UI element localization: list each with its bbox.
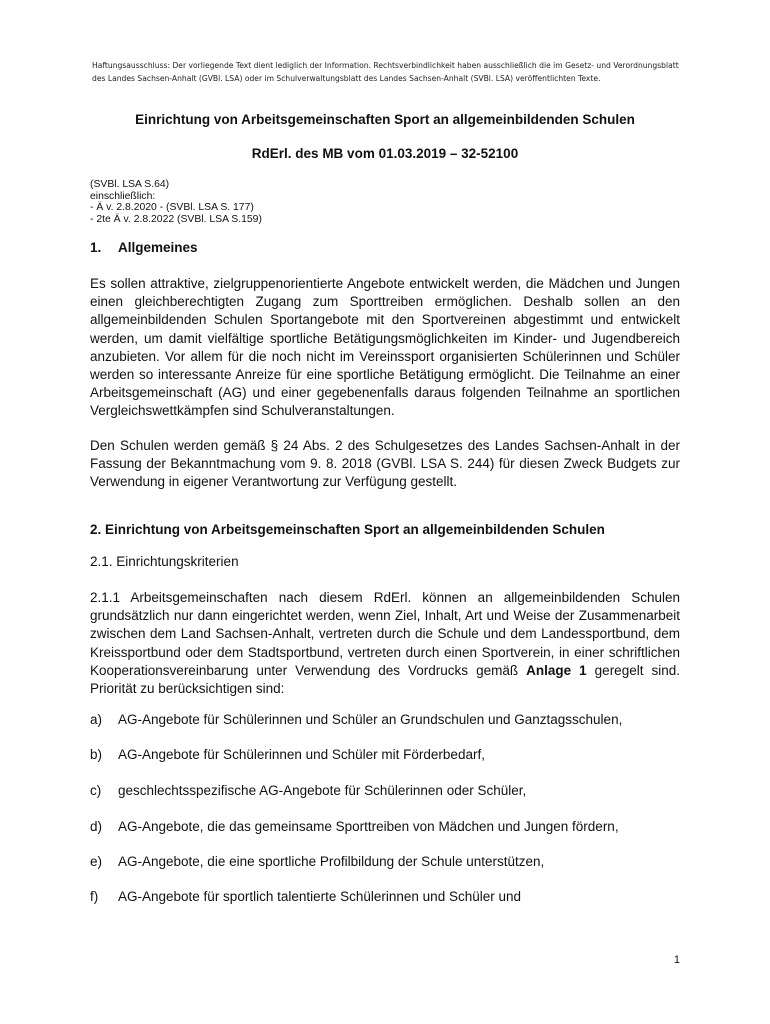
section-1-paragraph-1: Es sollen attraktive, zielgruppenorientierte Angebote entwickelt werden, die Mädchen und Jungen einen gleichberechtigten Zugang zum Sporttreiben ermöglichen. Deshalb sollen an den allgemeinbildenden Schulen Sportangebote mit den Sportvereinen abgestimmt und entwickelt werden, um damit vielfältige sportliche Betätigungsmöglichkeiten im Kinder- und Jugendbereich anzubieten. Vor allem für die noch nicht im Vereinssport organisierten Schülerinnen und Schüler werden so interessante Anreize für eine sportliche Betätigung ermöglicht. Die Teilnahme an einer Arbeitsgemeinschaft (AG) und einer gegebenenfalls daraus folgenden Teilnahme an sportlichen Vergleichswettkämpfen sind Schulveranstaltungen.: [90, 276, 680, 419]
subsection-2-1-heading: 2.1. Einrichtungskriterien: [90, 554, 239, 569]
page-number: 1: [673, 954, 680, 966]
paragraph-text: 2.1.1 Arbeitsgemeinschaften nach diesem RdErl. können an allgemeinbildenden Schulen grundsätzlich nur dann eingerichtet werden, wenn Ziel, Inhalt, Art und Weise der Zusammenarbeit zwischen dem Land Sachsen-Anhalt, vertreten durch die Schule und dem Landessportbund, dem Kreissportbund oder dem Stadtsportbund, vertreten durch einen Sportverein, in einer schriftlichen Kooperationsvereinbarung unter Verwendung des Vordrucks gemäß: [90, 590, 680, 678]
source-line-1: (SVBl. LSA S.64): [90, 179, 170, 190]
list-item-text: AG-Angebote für Schülerinnen und Schüler an Grundschulen und Ganztagsschulen,: [118, 712, 623, 727]
list-item-label: a): [90, 712, 103, 727]
document-subtitle: RdErl. des MB vom 01.03.2019 – 32-52100: [251, 146, 519, 161]
document-title: Einrichtung von Arbeitsgemeinschaften Sport an allgemeinbildenden Schulen: [135, 112, 635, 127]
list-item-label: d): [90, 819, 103, 834]
list-item-text: geschlechtsspezifische AG-Angebote für Schülerinnen oder Schüler,: [118, 783, 527, 798]
list-item-label: e): [90, 854, 103, 869]
section-1-paragraph-2: Den Schulen werden gemäß § 24 Abs. 2 des Schulgesetzes des Landes Sachsen-Anhalt in der Fassung der Bekanntmachung vom 9. 8. 2018 (GVBl. LSA S. 244) für diesen Zweck Budgets zur Verwendung in eigener Verantwortung zur Verfügung gestellt.: [90, 438, 680, 490]
section-1-heading: [90, 240, 198, 255]
source-line-3: - Ä v. 2.8.2020 - (SVBl. LSA S. 177): [90, 202, 254, 213]
source-line-4: - 2te Ä v. 2.8.2022 (SVBl. LSA S.159): [90, 213, 262, 225]
list-item: [90, 747, 690, 762]
paragraph-text-end: geregelt sind. Priorität zu berücksichtigen sind:: [90, 662, 680, 697]
section-2-heading: 2. Einrichtung von Arbeitsgemeinschaften Sport an allgemeinbildenden Schulen: [90, 522, 605, 537]
list-item: [90, 819, 690, 834]
section-1-title: Allgemeines: [118, 240, 198, 255]
list-item-text: AG-Angebote, die eine sportliche Profilbildung der Schule unterstützen,: [118, 854, 545, 869]
section-2-1-1-paragraph: [90, 589, 680, 698]
list-item-text: AG-Angebote für Schülerinnen und Schüler mit Förderbedarf,: [118, 747, 485, 762]
disclaimer-text: Haftungsausschluss: Der vorliegende Text dient lediglich der Information. Rechtsverbindlichkeit haben ausschließlich die im Gesetz- und Verordnungsblatt des Landes Sachsen-Anhalt (GVBl. LSA) oder im Schulverwaltungsblatt des Landes Sachsen-Anhalt (SVBl. LSA) veröffentlichten Texte.: [92, 61, 679, 83]
list-item: [90, 854, 690, 869]
list-item: [90, 783, 690, 798]
source-line-2: einschließlich:: [90, 190, 156, 202]
list-item-text: AG-Angebote für sportlich talentierte Schülerinnen und Schüler und: [118, 889, 521, 904]
list-item-label: b): [90, 747, 103, 762]
list-item: [90, 889, 690, 904]
list-item-text: AG-Angebote, die das gemeinsame Sporttreiben von Mädchen und Jungen fördern,: [118, 819, 619, 834]
list-item-label: f): [90, 889, 99, 904]
list-item-label: c): [90, 783, 102, 798]
section-1-number: 1.: [90, 240, 102, 255]
annex-reference: Anlage 1: [526, 662, 587, 678]
source-references: [90, 179, 262, 225]
list-item: [90, 712, 690, 727]
